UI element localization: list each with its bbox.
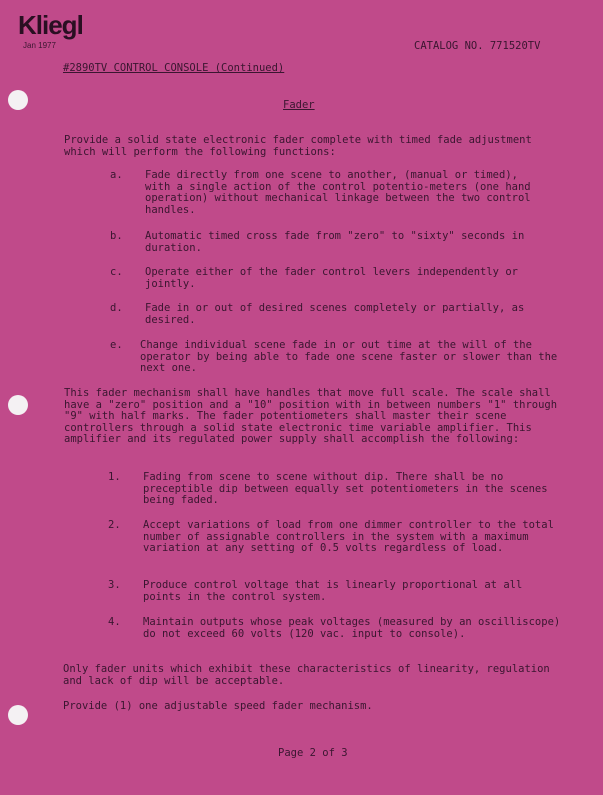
list-item-text: Operate either of the fader control levers independently or jointly. (145, 266, 518, 290)
provide-paragraph: Provide (1) one adjustable speed fader mechanism. (63, 700, 373, 712)
company-logo: Kliegl (18, 10, 83, 40)
binder-hole-middle (8, 395, 28, 415)
catalog-number: CATALOG NO. 771520TV (414, 40, 541, 52)
closing-paragraph: Only fader units which exhibit these characteristics of linearity, regulation and lack of dip will be acceptable. (63, 663, 550, 687)
list-item-label: e. (110, 339, 123, 351)
section-title: Fader (283, 99, 315, 111)
list-item-text: Accept variations of load from one dimmer controller to the total number of assignable controllers in the system with a maximum variation at any setting of 0.5 volts regardless of load. (143, 519, 554, 555)
product-title: #2890TV CONTROL CONSOLE (Continued) (63, 62, 285, 74)
page-number: Page 2 of 3 (278, 747, 348, 759)
list-item-label: c. (110, 266, 123, 278)
list-item-text: Fade in or out of desired scenes completely or partially, as desired. (145, 302, 525, 326)
list-item-text: Fading from scene to scene without dip. There shall be no preceptible dip between equally set potentiometers in the scenes being faded. (143, 471, 548, 507)
list-item-text: Maintain outputs whose peak voltages (measured by an oscilliscope) do not exceed 60 volts (120 vac. input to console). (143, 616, 561, 640)
intro-paragraph: Provide a solid state electronic fader complete with timed fade adjustment which will perform the following functions: (64, 134, 532, 158)
list-item-label: 3. (108, 579, 121, 591)
list-item-text: Automatic timed cross fade from "zero" to "sixty" seconds in duration. (145, 230, 525, 254)
list-item-label: 1. (108, 471, 121, 483)
list-item-text: Produce control voltage that is linearly proportional at all points in the control system. (143, 579, 523, 603)
list-item-text: Change individual scene fade in or out time at the will of the operator by being able to fade one scene faster or slower than the next one. (140, 339, 558, 375)
list-item-label: a. (110, 169, 123, 181)
logo-date: Jan 1977 (23, 41, 56, 50)
mechanism-paragraph: This fader mechanism shall have handles that move full scale. The scale shall have a "zero" position and a "10" position with in between numbers "1" through "9" with half marks. The fader potentiometers shall master their scene controllers through a solid state electronic time variable amplifier. This amplifier and its regulated power supply shall accomplish the following: (64, 387, 558, 446)
list-item-label: b. (110, 230, 123, 242)
list-item-label: d. (110, 302, 123, 314)
list-item-label: 2. (108, 519, 121, 531)
binder-hole-top (8, 90, 28, 110)
list-item-text: Fade directly from one scene to another, (manual or timed), with a single action of the control potentio-meters (one hand operation) without mechanical linkage between the two control handles. (145, 169, 531, 216)
list-item-label: 4. (108, 616, 121, 628)
binder-hole-bottom (8, 705, 28, 725)
